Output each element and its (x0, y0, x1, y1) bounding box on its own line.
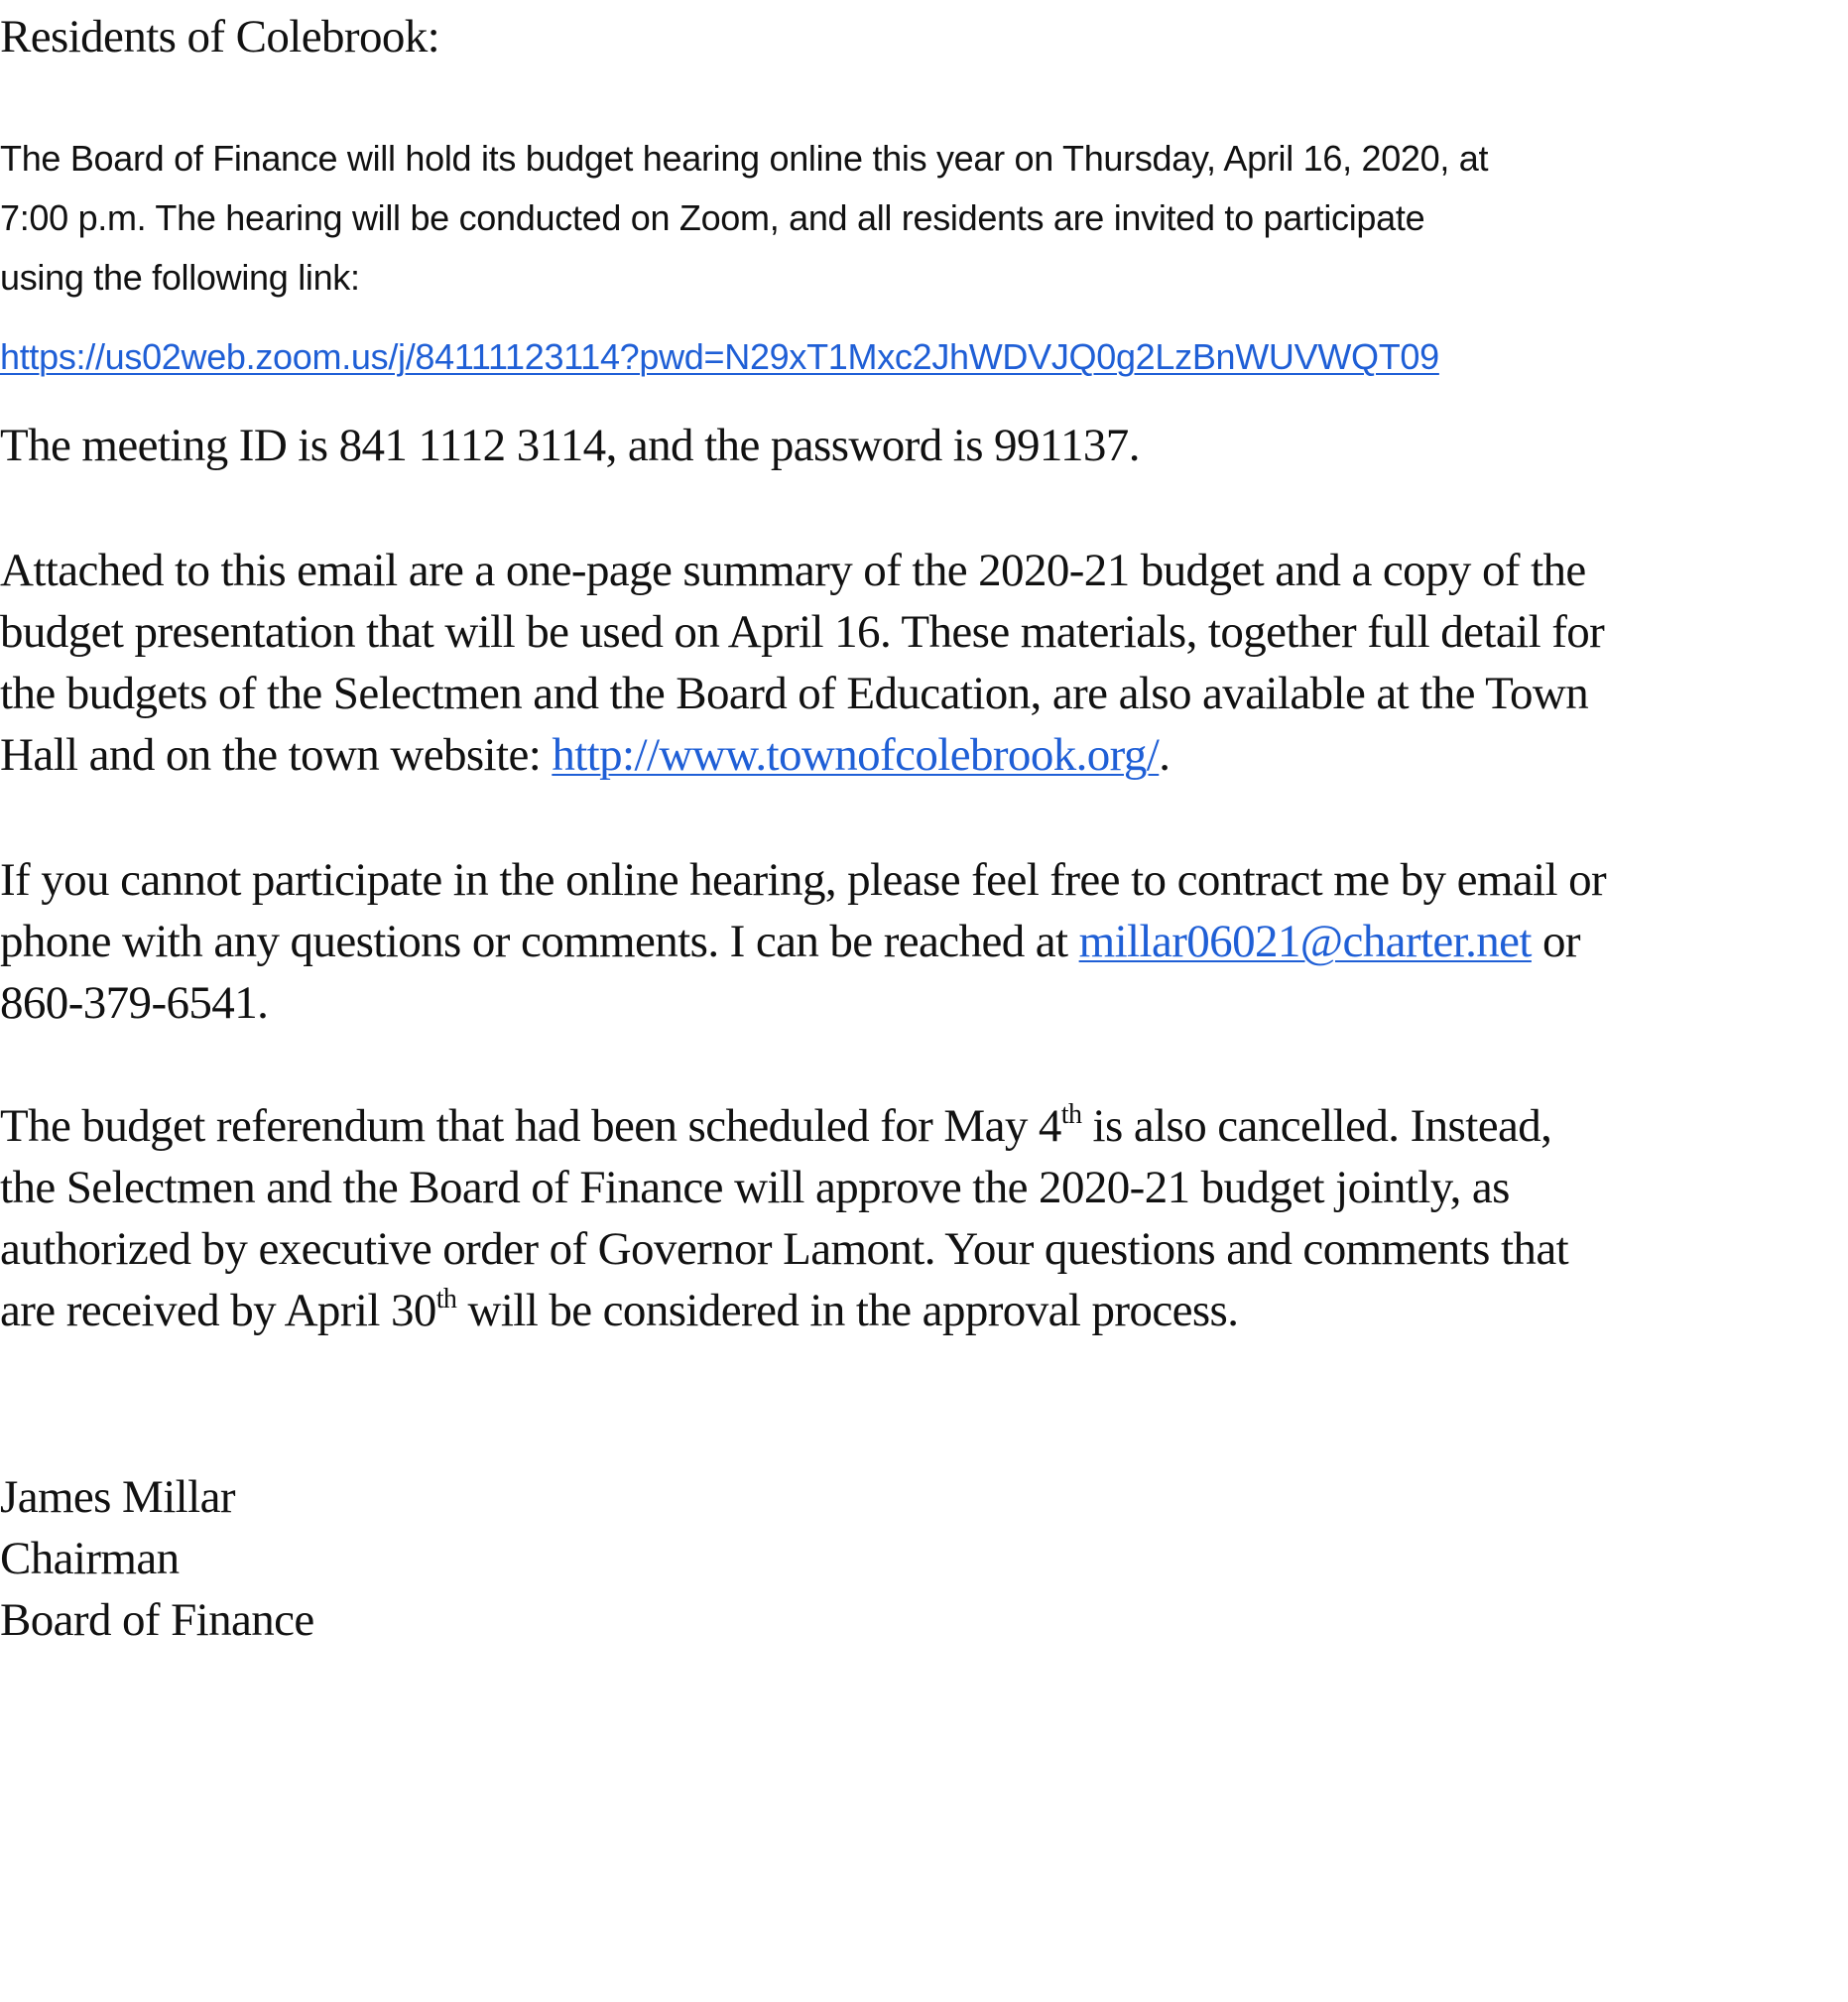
zoom-meeting-link[interactable]: https://us02web.zoom.us/j/84111123114?pwd=N29xT1Mxc2JhWDVJQ0g2LzBnWUVWQT09 (0, 336, 1439, 377)
hearing-paragraph (0, 129, 1488, 308)
attachments-line-2: budget presentation that will be used on April 16. These materials, together full detail for (0, 606, 1605, 658)
hearing-line-3: using the following link: (0, 257, 360, 298)
contact-line-2 (0, 911, 1606, 972)
hearing-line-2: 7:00 p.m. The hearing will be conducted on Zoom, and all residents are invited to participate (0, 197, 1425, 238)
referendum-line-4 (0, 1280, 1568, 1341)
signer-organization: Board of Finance (0, 1594, 314, 1646)
signer-name: James Millar (0, 1471, 235, 1523)
attachments-line-3: the budgets of the Selectmen and the Board of Education, are also available at the Town (0, 668, 1589, 719)
greeting: Residents of Colebrook: (0, 11, 440, 63)
referendum-line-4-rest: will be considered in the approval process. (456, 1285, 1239, 1336)
email-link[interactable]: millar06021@charter.net (1078, 916, 1532, 967)
contact-line-2-text: phone with any questions or comments. I can be reached at (0, 916, 1079, 967)
referendum-line-3: authorized by executive order of Governor Lamont. Your questions and comments that (0, 1223, 1569, 1275)
attachments-line-4-text: Hall and on the town website: (0, 729, 553, 781)
referendum-line-4-ordinal: th (435, 1284, 457, 1314)
referendum-line-1-rest: is also cancelled. Instead, (1081, 1100, 1552, 1152)
contact-paragraph (0, 849, 1606, 1034)
meeting-id-paragraph: The meeting ID is 841 1112 3114, and the password is 991137. (0, 420, 1140, 471)
referendum-paragraph (0, 1095, 1568, 1341)
referendum-line-1-ordinal: th (1060, 1099, 1082, 1130)
zoom-link-paragraph (0, 327, 1439, 387)
attachments-line-1: Attached to this email are a one-page summary of the 2020-21 budget and a copy of the (0, 545, 1586, 596)
contact-phone: 860-379-6541. (0, 977, 269, 1029)
attachments-line-4-period: . (1159, 729, 1170, 781)
attachments-paragraph (0, 540, 1604, 786)
attachments-line-4 (0, 724, 1604, 786)
signature-block (0, 1466, 314, 1651)
referendum-line-1 (0, 1095, 1568, 1157)
referendum-line-1-text: The budget referendum that had been scheduled for May 4 (0, 1100, 1061, 1152)
town-website-link[interactable]: http://www.townofcolebrook.org/ (552, 729, 1160, 781)
referendum-line-4-text: are received by April 30 (0, 1285, 436, 1336)
hearing-line-1: The Board of Finance will hold its budget hearing online this year on Thursday, April 16, 2020, at (0, 138, 1489, 179)
signer-title: Chairman (0, 1533, 180, 1584)
referendum-line-2: the Selectmen and the Board of Finance will approve the 2020-21 budget jointly, as (0, 1162, 1510, 1213)
contact-line-2-suffix: or (1531, 916, 1580, 967)
contact-line-1: If you cannot participate in the online hearing, please feel free to contract me by email or (0, 854, 1607, 906)
